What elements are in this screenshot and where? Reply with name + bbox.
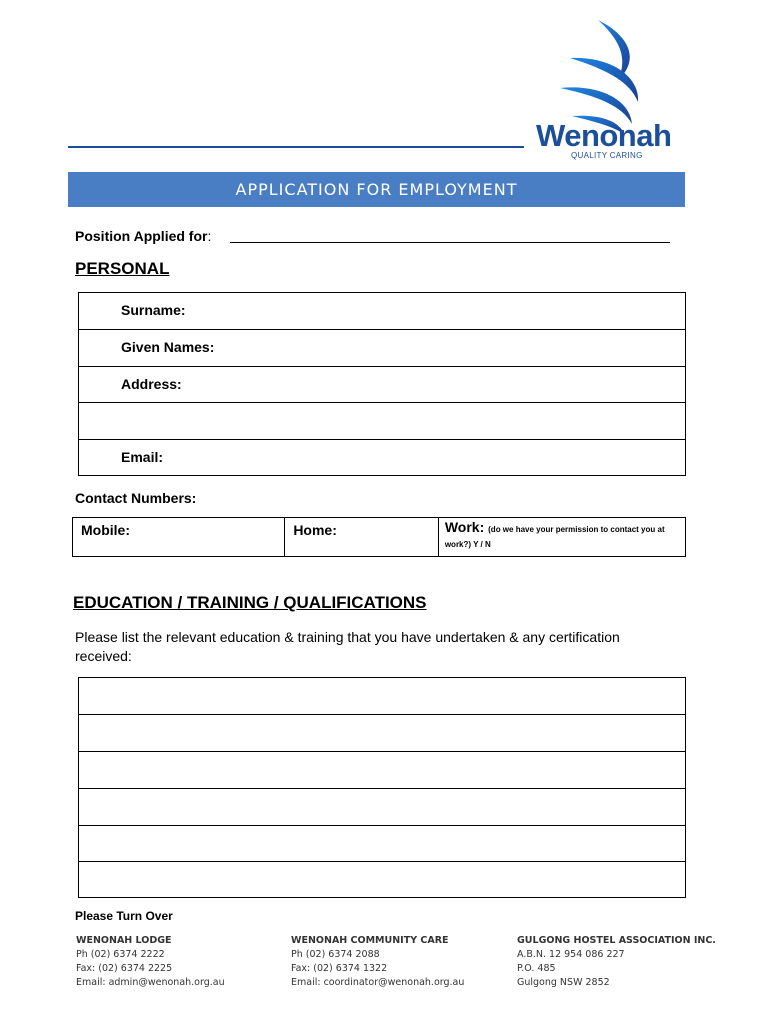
footer-line: Email: admin@wenonah.org.au: [76, 977, 225, 988]
work-label: Work:: [444, 519, 485, 535]
please-turn-over: Please Turn Over: [75, 909, 173, 923]
position-applied-field[interactable]: [230, 242, 670, 243]
footer-gulgong-hostel: [517, 934, 716, 990]
education-row[interactable]: [79, 715, 685, 752]
education-row[interactable]: [79, 826, 685, 862]
logo-wordmark: Wenonah: [536, 118, 672, 153]
footer-line: Email: coordinator@wenonah.org.au: [291, 977, 465, 988]
contact-numbers-heading: Contact Numbers:: [75, 490, 197, 506]
footer-line: Fax: (02) 6374 1322: [291, 963, 388, 974]
footer-title: WENONAH LODGE: [76, 935, 172, 946]
surname-label: Surname:: [121, 302, 186, 318]
education-box: [78, 677, 686, 898]
position-colon: :: [207, 228, 212, 244]
email-field[interactable]: [79, 440, 685, 476]
personal-details-box: [78, 292, 686, 476]
personal-heading: PERSONAL: [75, 259, 170, 278]
home-field[interactable]: [285, 518, 439, 556]
footer-wenonah-lodge: [76, 934, 225, 990]
logo-tagline: QUALITY CARING: [571, 151, 643, 160]
footer-line: Ph (02) 6374 2222: [76, 949, 165, 960]
education-heading: EDUCATION / TRAINING / QUALIFICATIONS: [73, 593, 427, 612]
contact-numbers-box: [72, 517, 686, 557]
footer-title: GULGONG HOSTEL ASSOCIATION INC.: [517, 935, 716, 946]
footer-line: Ph (02) 6374 2088: [291, 949, 380, 960]
footer-title: WENONAH COMMUNITY CARE: [291, 935, 449, 946]
position-applied-label: Position Applied for: [75, 228, 208, 244]
given-names-field[interactable]: [79, 330, 685, 367]
given-names-label: Given Names:: [121, 339, 215, 355]
address-field[interactable]: [79, 367, 685, 403]
position-applied-row: [75, 228, 211, 244]
work-permission-note: (do we have your permission to contact you at work?) Y / N: [444, 525, 665, 549]
footer-line: Gulgong NSW 2852: [517, 977, 610, 988]
education-row[interactable]: [79, 678, 685, 715]
email-label: Email:: [121, 449, 164, 465]
footer-line: P.O. 485: [517, 963, 556, 974]
footer-line: A.B.N. 12 954 086 227: [517, 949, 625, 960]
work-field[interactable]: [439, 518, 685, 556]
education-row[interactable]: [79, 789, 685, 826]
education-row[interactable]: [79, 752, 685, 789]
footer-line: Fax: (02) 6374 2225: [76, 963, 173, 974]
mobile-label: Mobile:: [81, 522, 130, 538]
mobile-field[interactable]: [73, 518, 285, 556]
education-row[interactable]: [79, 862, 685, 898]
surname-field[interactable]: [79, 293, 685, 330]
home-label: Home:: [293, 522, 337, 538]
address-label: Address:: [121, 376, 182, 392]
address-line-2-field[interactable]: [79, 403, 685, 440]
education-instructions: Please list the relevant education & training that you have undertaken & any certification received:: [75, 629, 620, 664]
logo-rule: [68, 146, 524, 148]
footer-community-care: [291, 934, 464, 990]
form-title: APPLICATION FOR EMPLOYMENT: [68, 172, 685, 207]
